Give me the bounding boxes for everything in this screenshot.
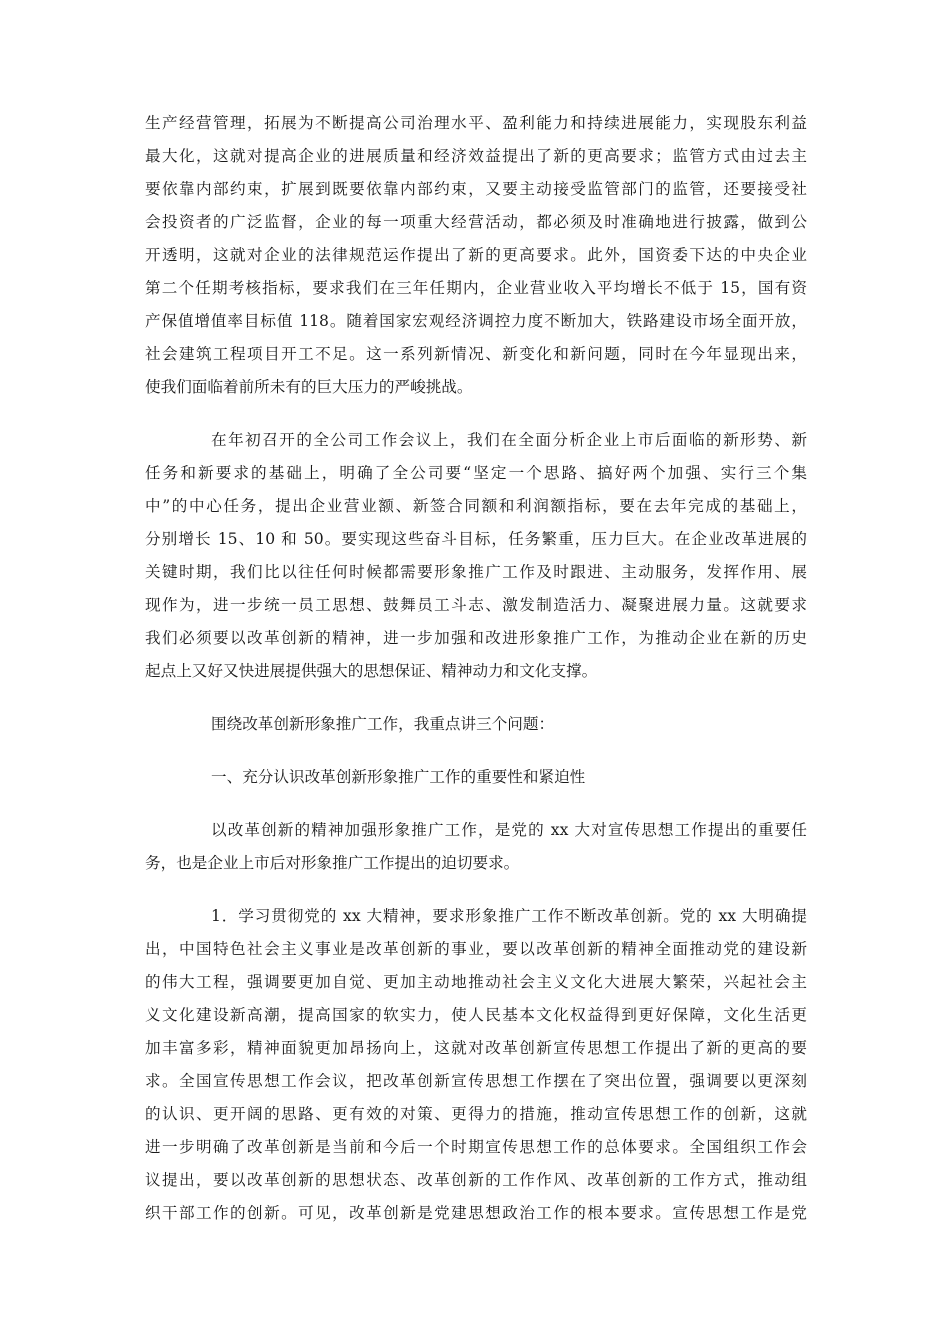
section-heading-1 [145, 761, 807, 794]
paragraph-1 [145, 107, 807, 404]
text-line: 义文化建设新高潮，提高国家的软实力，使人民基本文化权益得到更好保障，文化生活更 [145, 1006, 807, 1024]
text-line: 在年初召开的全公司工作会议上，我们在全面分析企业上市后面临的新形势、新 [211, 431, 807, 449]
text-line: 最大化，这就对提高企业的进展质量和经济效益提出了新的更高要求；监管方式由过去主 [145, 147, 807, 165]
text-line: 关键时期，我们比以往任何时候都需要形象推广工作及时跟进、主动服务，发挥作用、展 [145, 563, 807, 581]
text-line: 议提出，要以改革创新的思想状态、改革创新的工作作风、改革创新的工作方式，推动组 [145, 1171, 807, 1189]
text-line: 的认识、更开阔的思路、更有效的对策、更得力的措施，推动宣传思想工作的创新，这就 [145, 1105, 807, 1123]
text-line: 加丰富多彩，精神面貌更加昂扬向上，这就对改革创新宣传思想工作提出了新的更高的要 [145, 1039, 807, 1057]
text-line: 开透明，这就对企业的法律规范运作提出了新的更高要求。此外，国资委下达的中央企业 [145, 246, 807, 264]
paragraph-spacer [145, 880, 807, 900]
text-line: 任务和新要求的基础上，明确了全公司要“坚定一个思路、搞好两个加强、实行三个集 [145, 464, 807, 482]
text-line: 中”的中心任务，提出企业营业额、新签合同额和利润额指标，要在去年完成的基础上， [145, 497, 807, 515]
text-line: 生产经营管理，拓展为不断提高公司治理水平、盈利能力和持续进展能力，实现股东利益 [145, 114, 807, 132]
text-line: 出，中国特色社会主义事业是改革创新的事业，要以改革创新的精神全面推动党的建设新 [145, 940, 807, 958]
text-line: 一、充分认识改革创新形象推广工作的重要性和紧迫性 [211, 768, 586, 786]
text-line: 务，也是企业上市后对形象推广工作提出的迫切要求。 [145, 854, 520, 872]
paragraph-spacer [145, 741, 807, 761]
paragraph-2 [145, 424, 807, 688]
text-line: 社会建筑工程项目开工不足。这一系列新情况、新变化和新问题，同时在今年显现出来， [145, 345, 807, 363]
text-line: 的伟大工程，强调要更加自觉、更加主动地推动社会主义文化大进展大繁荣，兴起社会主 [145, 973, 807, 991]
text-line: 分别增长 15、10 和 50。要实现这些奋斗目标，任务繁重，压力巨大。在企业改革进展的 [145, 530, 807, 548]
document-body [145, 107, 807, 1230]
text-line: 织干部工作的创新。可见，改革创新是党建思想政治工作的根本要求。宣传思想工作是党 [145, 1204, 807, 1222]
paragraph-3 [145, 708, 807, 741]
text-line: 进一步明确了改革创新是当前和今后一个时期宣传思想工作的总体要求。全国组织工作会 [145, 1138, 807, 1156]
text-line: 现作为，进一步统一员工思想、鼓舞员工斗志、激发制造活力、凝聚进展力量。这就要求 [145, 596, 807, 614]
text-line: 产保值增值率目标值 118。随着国家宏观经济调控力度不断加大，铁路建设市场全面开放， [145, 312, 807, 330]
paragraph-spacer [145, 404, 807, 424]
paragraph-spacer [145, 794, 807, 814]
paragraph-6 [145, 900, 807, 1230]
text-line: 我们必须要以改革创新的精神，进一步加强和改进形象推广工作，为推动企业在新的历史 [145, 629, 807, 647]
text-line: 1．学习贯彻党的 xx 大精神，要求形象推广工作不断改革创新。党的 xx 大明确提 [211, 907, 807, 925]
text-line: 求。全国宣传思想工作会议，把改革创新宣传思想工作摆在了突出位置，强调要以更深刻 [145, 1072, 807, 1090]
text-line: 使我们面临着前所未有的巨大压力的严峻挑战。 [145, 378, 473, 396]
paragraph-spacer [145, 688, 807, 708]
text-line: 围绕改革创新形象推广工作，我重点讲三个问题： [211, 715, 555, 733]
text-line: 要依靠内部约束，扩展到既要依靠内部约束，又要主动接受监管部门的监管，还要接受社 [145, 180, 807, 198]
text-line: 第二个任期考核指标，要求我们在三年任期内，企业营业收入平均增长不低于 15，国有资 [145, 279, 807, 297]
paragraph-5 [145, 814, 807, 880]
text-line: 以改革创新的精神加强形象推广工作，是党的 xx 大对宣传思想工作提出的重要任 [211, 821, 807, 839]
text-line: 会投资者的广泛监督，企业的每一项重大经营活动，都必须及时准确地进行披露，做到公 [145, 213, 807, 231]
text-line: 起点上又好又快进展提供强大的思想保证、精神动力和文化支撑。 [145, 662, 598, 680]
